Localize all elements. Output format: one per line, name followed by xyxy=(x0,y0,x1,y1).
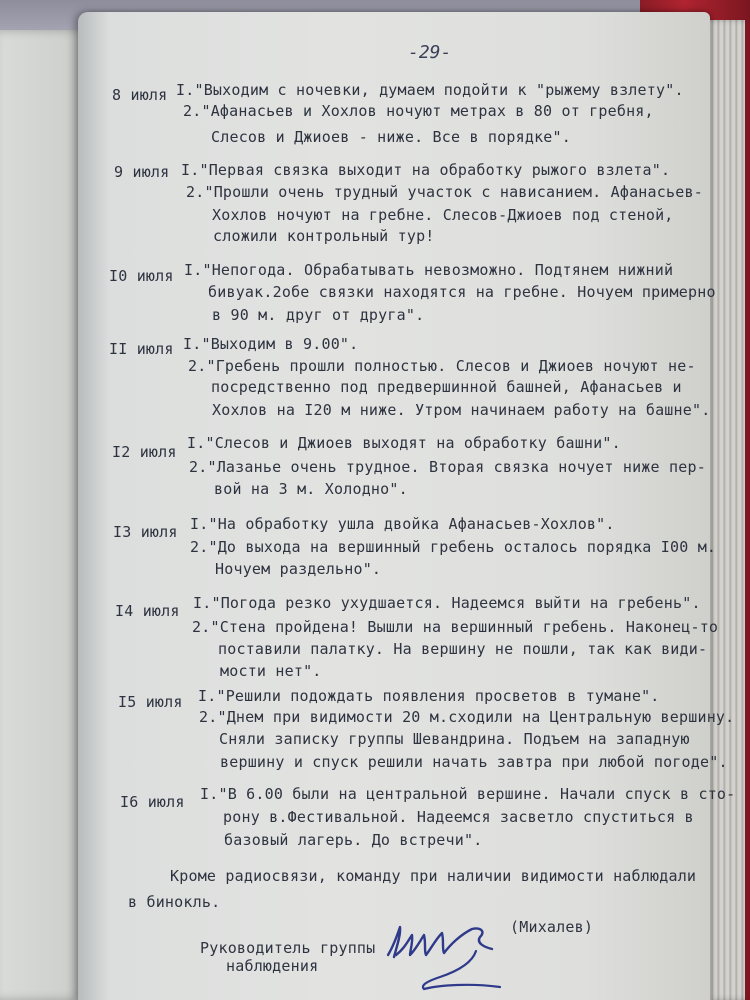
entry-line: посредственно под предвершинной башней, Афанасьев и xyxy=(211,378,682,396)
entry-line: поставили палатку. На вершину не пошли, так как види- xyxy=(218,640,708,658)
closing-line: Кроме радиосвязи, команду при наличии видимости наблюдали xyxy=(170,867,697,885)
entry-date: I2 июля xyxy=(112,443,177,461)
entry-line: Слесов и Джиоев - ниже. Все в порядке". xyxy=(211,128,571,146)
closing-line: в бинокль. xyxy=(128,893,221,911)
entry-line: I."Выходим с ночевки, думаем подойти к "рыжему взлету". xyxy=(176,81,684,99)
entry-line: вершину и спуск решили начать завтра при любой погоде". xyxy=(220,753,728,771)
entry-line: сложили контрольный тур! xyxy=(213,227,435,245)
entry-line: мости нет". xyxy=(220,662,322,680)
entry-line: в 90 м. друг от друга". xyxy=(212,306,425,324)
entry-line: Ночуем раздельно". xyxy=(215,560,382,578)
entry-line: 2."Афанасьев и Хохлов ночуют метрах в 80 от гребня, xyxy=(183,102,654,120)
entry-line: базовый лагерь. До встречи". xyxy=(224,831,483,849)
entry-line: 2."Стена пройдена! Вышли на вершинный гребень. Наконец-то xyxy=(192,618,719,636)
entry-line: I."Выходим в 9.00". xyxy=(183,335,359,353)
entry-date: 9 июля xyxy=(114,163,170,181)
entry-date: I6 июля xyxy=(120,793,185,811)
entry-line: I."В 6.00 были на центральной вершине. Начали спуск в сто- xyxy=(200,785,736,803)
entry-line: бивуак.2обе связки находятся на гребне. Ночуем примерно xyxy=(208,283,716,301)
entry-date: I3 июля xyxy=(113,523,178,541)
entry-line: I."Решили подождать появления просветов в тумане". xyxy=(198,687,660,705)
entry-line: I."Непогода. Обрабатывать невозможно. Подтянем нижний xyxy=(184,261,674,279)
signature-name: (Михалев) xyxy=(510,918,594,936)
page-number: -29- xyxy=(408,42,452,63)
signature-role: наблюдения xyxy=(226,957,319,975)
entry-date: I4 июля xyxy=(115,602,180,620)
entry-line: 2."До выхода на вершинный гребень осталось порядка I00 м. xyxy=(190,538,717,556)
entry-line: 2."Днем при видимости 20 м.сходили на Центральную вершину. xyxy=(199,708,735,726)
entry-line: 2."Лазанье очень трудное. Вторая связка ночует ниже пер- xyxy=(189,458,706,476)
entry-line: Хохлов на I20 м ниже. Утром начинаем работу на башне". xyxy=(212,401,711,419)
entry-line: I."Первая связка выходит на обработку рыжого взлета". xyxy=(181,161,671,179)
entry-line: 2."Прошли очень трудный участок с нависанием. Афанасьев- xyxy=(186,183,703,201)
entry-line: вой на 3 м. Холодно". xyxy=(214,480,408,498)
entry-line: I."Погода резко ухудшается. Надеемся выйти на гребень". xyxy=(193,594,701,612)
entry-line: Хохлов ночуют на гребне. Слесов-Джиоев под стеной, xyxy=(212,206,674,224)
entry-line: 2."Гребень прошли полностью. Слесов и Джиоев ночуют не- xyxy=(188,357,696,375)
handwritten-signature xyxy=(380,905,530,1000)
entry-line: I."Слесов и Джиоев выходят на обработку башни". xyxy=(187,434,621,452)
document-page xyxy=(78,12,736,1000)
entry-line: рону в.Фестивальной. Надеемся засветло спуститься в xyxy=(223,808,694,826)
entry-date: 8 июля xyxy=(112,86,168,104)
entry-date: I0 июля xyxy=(109,267,174,285)
entry-line: I."На обработку ушла двойка Афанасьев-Хохлов". xyxy=(190,515,615,533)
entry-date: I5 июля xyxy=(118,693,183,711)
entry-line: Сняли записку группы Шевандрина. Подъем на западную xyxy=(219,730,690,748)
signature-role: Руководитель группы xyxy=(200,939,376,957)
entry-date: II июля xyxy=(109,340,174,358)
